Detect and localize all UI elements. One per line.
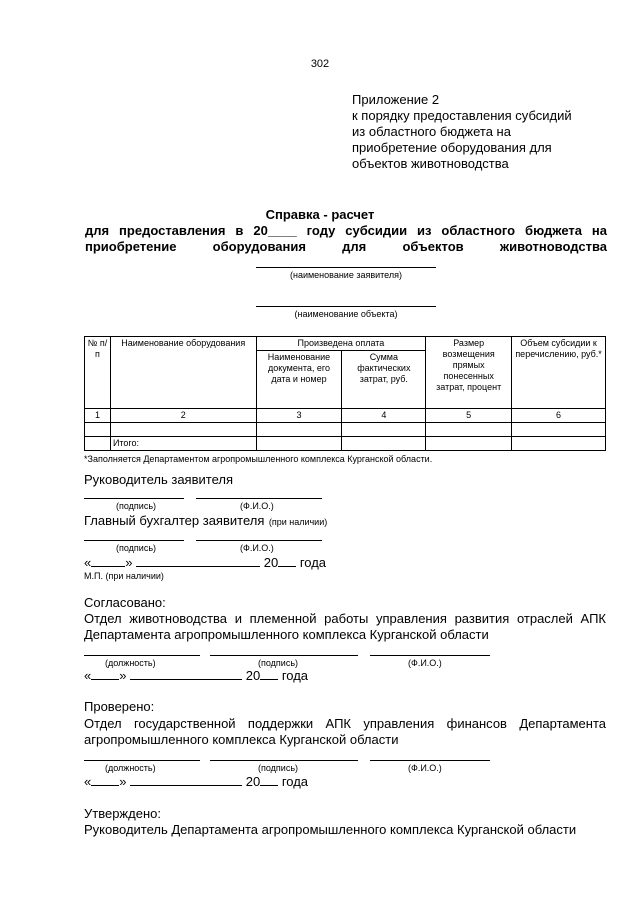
signature-line — [210, 760, 358, 761]
checked-text-2: агропромышленного комплекса Курганской области — [84, 732, 399, 747]
fio-caption: (Ф.И.О.) — [240, 501, 274, 511]
stamp-note: М.П. (при наличии) — [84, 571, 164, 581]
agreed-text-2: Департамента агропромышленного комплекса Курганской области — [84, 627, 489, 642]
approved-label: Утверждено: — [84, 806, 161, 821]
colnum-2: 2 — [110, 409, 256, 423]
object-caption: (наименование объекта) — [294, 309, 398, 319]
colnum-1: 1 — [85, 409, 111, 423]
object-line — [256, 306, 436, 307]
appendix-line: к порядку предоставления субсидий — [352, 108, 572, 123]
signature-caption: (подпись) — [258, 658, 299, 668]
quote-open: « — [84, 774, 92, 789]
colnum-4: 4 — [342, 409, 426, 423]
head-label: Руководитель заявителя — [84, 472, 233, 487]
year-prefix: 20 — [263, 555, 279, 570]
header-payment-group: Произведена оплата — [256, 337, 426, 351]
position-line — [84, 760, 200, 761]
if-any-note: (при наличии) — [268, 517, 328, 527]
document-subtitle: для предоставления в 20____ году субсидии из областного бюджета на приобретение оборудования для объектов животноводства — [85, 223, 607, 254]
applicant-caption: (наименование заявителя) — [289, 270, 403, 280]
appendix-line: приобретение оборудования для — [352, 140, 552, 155]
quote-close: » — [119, 774, 127, 789]
fio-caption: (Ф.И.О.) — [240, 543, 274, 553]
fio-line — [370, 760, 490, 761]
quote-open: « — [84, 668, 92, 683]
fio-line — [196, 540, 322, 541]
appendix-line: Приложение 2 — [352, 92, 440, 107]
year-suffix: года — [281, 774, 309, 789]
date-line — [84, 668, 308, 683]
position-caption: (должность) — [105, 763, 156, 773]
colnum-3: 3 — [256, 409, 342, 423]
fio-caption: (Ф.И.О.) — [408, 658, 442, 668]
position-line — [84, 655, 200, 656]
colnum-6: 6 — [512, 409, 606, 423]
approved-text: Руководитель Департамента агропромышленного комплекса Курганской области — [84, 822, 577, 837]
appendix-line: объектов животноводства — [352, 156, 509, 171]
header-number: № п/п — [85, 337, 111, 409]
calculation-table — [84, 336, 606, 451]
fio-line — [196, 498, 322, 499]
checked-text-1: Отдел государственной поддержки АПК управления финансов Департамента — [84, 716, 606, 731]
fio-line — [370, 655, 490, 656]
fio-caption: (Ф.И.О.) — [408, 763, 442, 773]
agreed-label: Согласовано: — [84, 595, 166, 610]
date-line — [84, 774, 308, 789]
checked-label: Проверено: — [84, 699, 155, 714]
quote-close: » — [119, 668, 127, 683]
accountant-row — [84, 512, 327, 530]
signature-line — [84, 540, 184, 541]
header-reimbursement: Размер возмещения прямых понесенных затрат, процент — [426, 337, 512, 409]
appendix-block — [352, 92, 572, 172]
signature-line — [84, 498, 184, 499]
header-equipment: Наименование оборудования — [110, 337, 256, 409]
header-document: Наименование документа, его дата и номер — [256, 351, 342, 409]
year-prefix: 20 — [245, 774, 261, 789]
year-suffix: года — [281, 668, 309, 683]
accountant-label: Главный бухгалтер заявителя — [84, 513, 265, 528]
footnote: *Заполняется Департаментом агропромышленного комплекса Курганской области. — [84, 454, 433, 464]
appendix-line: из областного бюджета на — [352, 124, 511, 139]
signature-caption: (подпись) — [116, 543, 157, 553]
quote-close: » — [125, 555, 133, 570]
table-row-total — [85, 437, 606, 451]
agreed-text-1: Отдел животноводства и племенной работы управления развития отраслей АПК — [84, 611, 606, 626]
applicant-line — [256, 267, 436, 268]
total-label: Итого: — [110, 437, 256, 451]
position-caption: (должность) — [105, 658, 156, 668]
year-prefix: 20 — [245, 668, 261, 683]
table-row — [85, 423, 606, 437]
year-suffix: года — [299, 555, 327, 570]
header-subsidy: Объем субсидии к перечислению, руб.* — [512, 337, 606, 409]
header-costs: Сумма фактических затрат, руб. — [342, 351, 426, 409]
document-title: Справка - расчет — [265, 207, 375, 222]
signature-line — [210, 655, 358, 656]
page-number: 302 — [310, 58, 330, 70]
quote-open: « — [84, 555, 92, 570]
colnum-5: 5 — [426, 409, 512, 423]
signature-caption: (подпись) — [116, 501, 157, 511]
date-line — [84, 555, 326, 570]
signature-caption: (подпись) — [258, 763, 299, 773]
